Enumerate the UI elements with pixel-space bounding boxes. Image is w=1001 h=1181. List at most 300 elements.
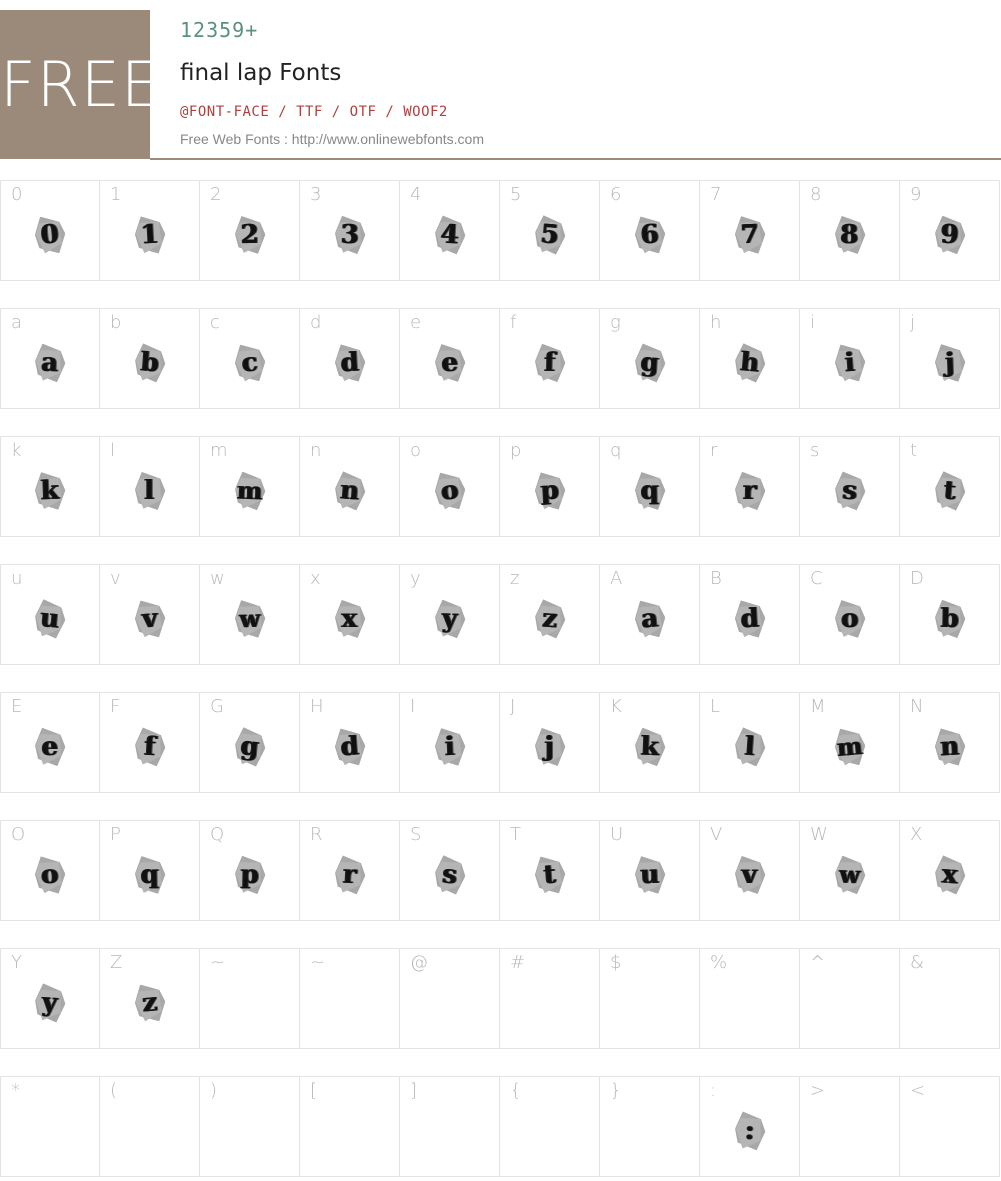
glyph-cell-label: ] — [410, 1080, 418, 1101]
glyph-sample — [329, 213, 370, 258]
glyph-sample — [28, 212, 72, 259]
glyph-cell[interactable] — [200, 180, 300, 281]
glyph-cell[interactable] — [0, 692, 100, 793]
glyph-cell-label: w — [210, 568, 225, 589]
glyph-sample — [929, 597, 970, 642]
glyph-sample — [929, 341, 971, 386]
glyph-sample — [628, 596, 672, 643]
glyph-character: a — [639, 603, 660, 636]
glyph-cell[interactable] — [300, 948, 400, 1049]
glyph-cell-label: a — [11, 312, 23, 333]
glyph-character: j — [544, 732, 555, 763]
glyph-cell[interactable] — [700, 564, 800, 665]
glyph-cell-label: q — [610, 440, 622, 461]
glyph-character: 1 — [139, 219, 160, 251]
glyph-sample — [428, 468, 472, 515]
glyph-cell-label: @ — [410, 952, 428, 973]
glyph-cell-label: K — [610, 696, 622, 717]
glyph-cell[interactable] — [800, 564, 900, 665]
glyph-sample — [28, 596, 72, 643]
glyph-sample — [629, 725, 671, 770]
free-badge[interactable]: FREE — [0, 10, 150, 159]
glyph-row — [0, 180, 1001, 281]
glyph-cell[interactable] — [700, 308, 800, 409]
glyph-sample — [330, 597, 370, 641]
glyph-sample — [730, 853, 770, 897]
glyph-character: r — [341, 860, 358, 891]
glyph-character: 5 — [539, 219, 560, 252]
glyph-cell-label: $ — [610, 952, 622, 973]
glyph-cell-label: 4 — [410, 184, 422, 205]
glyph-character: e — [440, 348, 459, 379]
glyph-character: n — [339, 475, 360, 508]
glyph-sample — [228, 340, 272, 387]
glyph-cell-label: N — [910, 696, 924, 717]
glyph-cell[interactable] — [0, 820, 100, 921]
glyph-sample — [828, 468, 870, 514]
glyph-sample — [428, 852, 472, 899]
glyph-sample — [528, 852, 571, 899]
glyph-cell[interactable] — [300, 180, 400, 281]
glyph-character: 6 — [639, 219, 660, 252]
glyph-cell-label: l — [110, 440, 116, 461]
glyph-sample — [229, 597, 271, 642]
glyph-cell-label: p — [510, 440, 522, 461]
glyph-sample — [229, 469, 271, 514]
glyph-row — [0, 820, 1001, 921]
glyph-cell-label: m — [210, 440, 228, 461]
glyph-character: f — [143, 732, 156, 763]
glyph-cell-label: r — [710, 440, 718, 461]
glyph-sample — [229, 213, 270, 258]
glyph-character: u — [39, 603, 61, 636]
glyph-cell-label: # — [510, 952, 526, 973]
glyph-row — [0, 308, 1001, 409]
glyph-sample — [728, 340, 772, 387]
glyph-cell-label: j — [910, 312, 916, 333]
glyph-cell[interactable] — [400, 308, 500, 409]
glyph-sample — [829, 853, 871, 898]
glyph-character: s — [440, 859, 459, 892]
glyph-character: h — [738, 347, 761, 380]
glyph-sample — [328, 852, 370, 898]
header-divider — [150, 158, 1001, 160]
glyph-cell-label: } — [610, 1080, 622, 1101]
glyph-cell-label: I — [410, 696, 416, 717]
glyph-cell-label: f — [510, 312, 517, 333]
glyph-cell[interactable] — [0, 1076, 100, 1177]
glyph-cell[interactable] — [600, 308, 700, 409]
glyph-cell[interactable] — [500, 308, 600, 409]
glyph-character: q — [640, 476, 659, 507]
glyph-cell-label: 3 — [310, 184, 322, 205]
glyph-character: o — [840, 604, 859, 635]
glyph-cell[interactable] — [700, 948, 800, 1049]
glyph-character: u — [639, 860, 660, 891]
glyph-cell-label: L — [710, 696, 721, 717]
glyph-cell-label: z — [510, 568, 520, 589]
glyph-character: p — [539, 475, 560, 507]
glyph-cell-label: o — [410, 440, 422, 461]
glyph-cell[interactable] — [200, 692, 300, 793]
glyph-character: y — [41, 987, 59, 1019]
glyph-cell-label: t — [910, 440, 918, 461]
glyph-cell-label: ~ — [210, 952, 226, 973]
glyph-cell[interactable] — [0, 948, 100, 1049]
glyph-cell-label: M — [810, 696, 826, 717]
glyph-character: g — [239, 731, 260, 764]
glyph-cell-label: & — [910, 952, 925, 973]
glyph-cell-label: b — [110, 312, 122, 333]
glyph-character: t — [942, 475, 957, 507]
glyph-sample — [729, 469, 770, 514]
glyph-cell-label: A — [610, 568, 623, 589]
glyph-cell[interactable] — [800, 820, 900, 921]
glyph-sample — [128, 980, 172, 1027]
glyph-cell-label: ^ — [810, 952, 826, 973]
glyph-character: q — [140, 860, 159, 891]
glyph-cell-label: 7 — [710, 184, 722, 205]
glyph-sample — [29, 852, 71, 898]
glyph-character: 7 — [739, 220, 760, 251]
glyph-sample — [428, 212, 470, 258]
glyph-cell[interactable] — [100, 692, 200, 793]
glyph-cell[interactable] — [500, 180, 600, 281]
glyph-sample — [828, 724, 872, 771]
glyph-cell[interactable] — [700, 180, 800, 281]
glyph-cell-label: i — [810, 312, 816, 333]
glyph-character: w — [238, 604, 261, 634]
glyph-cell-label: F — [110, 696, 121, 717]
glyph-character: 9 — [939, 220, 960, 251]
glyph-cell-label: % — [710, 952, 728, 973]
glyph-cell[interactable] — [300, 820, 400, 921]
glyph-cell-label: Z — [110, 952, 123, 973]
glyph-cell-label: e — [410, 312, 422, 333]
glyph-sample — [828, 340, 871, 387]
glyph-cell-label: S — [410, 824, 422, 845]
glyph-cell-label: v — [110, 568, 121, 589]
glyph-cell[interactable] — [400, 1076, 500, 1177]
glyph-sample — [328, 468, 371, 515]
glyph-cell-label: 0 — [11, 184, 23, 205]
glyph-cell-label: U — [610, 824, 624, 845]
glyph-cell-label: u — [11, 568, 23, 589]
glyph-cell[interactable] — [200, 948, 300, 1049]
glyph-character: k — [40, 476, 60, 507]
glyph-cell-label: k — [11, 440, 22, 461]
glyph-character: : — [743, 1116, 756, 1147]
glyph-row — [0, 1076, 1001, 1177]
glyph-cell[interactable] — [400, 436, 500, 537]
glyph-sample — [30, 725, 71, 770]
glyph-cell[interactable] — [900, 180, 1000, 281]
glyph-character: 4 — [439, 219, 460, 251]
glyph-sample — [429, 341, 470, 386]
glyph-cell-label: d — [310, 312, 322, 333]
glyph-cell-label: 8 — [810, 184, 822, 205]
glyph-character: d — [339, 347, 360, 379]
glyph-cell[interactable] — [100, 1076, 200, 1177]
glyph-character: d — [739, 603, 760, 635]
glyph-cell[interactable] — [800, 308, 900, 409]
glyph-cell[interactable] — [800, 948, 900, 1049]
glyph-character: r — [742, 476, 757, 507]
glyph-character: 2 — [240, 220, 259, 251]
glyph-character: l — [144, 476, 155, 507]
glyph-cell[interactable] — [800, 436, 900, 537]
glyph-sample — [228, 724, 272, 771]
glyph-cell-label: n — [310, 440, 322, 461]
glyph-cell-label: x — [310, 568, 321, 589]
glyph-sample — [728, 724, 771, 771]
glyph-character: l — [743, 732, 756, 763]
glyph-cell[interactable] — [100, 564, 200, 665]
glyph-cell-label: c — [210, 312, 220, 333]
glyph-character: t — [542, 860, 557, 891]
download-counter: 12359+ — [180, 18, 259, 42]
glyph-cell[interactable] — [800, 692, 900, 793]
glyph-cell[interactable] — [900, 1076, 1000, 1177]
glyph-sample — [129, 853, 170, 898]
glyph-character: g — [639, 347, 660, 379]
glyph-sample — [628, 340, 670, 386]
glyph-sample — [729, 213, 771, 258]
glyph-sample — [529, 341, 570, 386]
glyph-cell[interactable] — [500, 948, 600, 1049]
glyph-sample — [929, 213, 971, 258]
glyph-cell-label: : — [710, 1080, 717, 1101]
glyph-character: z — [541, 603, 558, 635]
glyph-cell[interactable] — [200, 436, 300, 537]
glyph-character: e — [41, 732, 59, 763]
glyph-cell[interactable] — [200, 308, 300, 409]
glyph-cell[interactable] — [0, 308, 100, 409]
glyph-cell-label: X — [910, 824, 923, 845]
glyph-cell[interactable] — [300, 308, 400, 409]
glyph-sample — [530, 725, 570, 769]
glyph-cell[interactable] — [500, 564, 600, 665]
glyph-cell[interactable] — [200, 820, 300, 921]
glyph-cell[interactable] — [700, 820, 800, 921]
glyph-cell[interactable] — [800, 1076, 900, 1177]
glyph-character: z — [140, 987, 159, 1020]
glyph-character: x — [341, 604, 358, 635]
glyph-row — [0, 436, 1001, 537]
glyph-character: i — [843, 348, 856, 379]
site-credit[interactable]: Free Web Fonts : http://www.onlinewebfonts.com — [180, 131, 484, 147]
glyph-row — [0, 948, 1001, 1049]
glyph-cell[interactable] — [900, 692, 1000, 793]
glyph-cell[interactable] — [400, 820, 500, 921]
glyph-cell[interactable] — [400, 564, 500, 665]
glyph-cell[interactable] — [0, 180, 100, 281]
glyph-cell-label: T — [510, 824, 521, 845]
glyph-cell[interactable] — [0, 564, 100, 665]
glyph-character: o — [439, 475, 460, 508]
glyph-cell-label: O — [11, 824, 26, 845]
glyph-sample — [928, 468, 972, 515]
glyph-character: b — [139, 347, 160, 380]
glyph-sample — [629, 469, 670, 514]
glyph-row — [0, 564, 1001, 665]
glyph-cell[interactable] — [300, 436, 400, 537]
glyph-row — [0, 692, 1001, 793]
glyph-cell-label: 2 — [210, 184, 222, 205]
glyph-sample — [829, 597, 870, 642]
glyph-sample — [728, 596, 770, 642]
glyph-character: o — [40, 860, 60, 891]
glyph-cell-label: V — [710, 824, 723, 845]
glyph-cell[interactable] — [900, 820, 1000, 921]
glyph-sample — [128, 212, 170, 258]
glyph-sample — [29, 980, 72, 1027]
glyph-cell[interactable] — [300, 564, 400, 665]
glyph-cell-label: J — [510, 696, 516, 717]
glyph-cell[interactable] — [600, 948, 700, 1049]
glyph-character: f — [543, 348, 556, 379]
glyph-sample — [528, 212, 572, 259]
page-header — [0, 0, 1001, 160]
glyph-cell[interactable] — [800, 180, 900, 281]
glyph-cell-label: Q — [210, 824, 225, 845]
glyph-cell[interactable] — [600, 820, 700, 921]
glyph-sample — [128, 596, 171, 643]
glyph-cell[interactable] — [900, 564, 1000, 665]
glyph-cell[interactable] — [600, 180, 700, 281]
glyph-cell[interactable] — [400, 948, 500, 1049]
glyph-cell-label: 1 — [110, 184, 122, 205]
glyph-cell[interactable] — [100, 308, 200, 409]
glyph-cell[interactable] — [700, 1076, 800, 1177]
glyph-cell[interactable] — [400, 692, 500, 793]
glyph-cell[interactable] — [100, 948, 200, 1049]
glyph-sample — [830, 213, 870, 257]
glyph-cell-label: P — [110, 824, 121, 845]
glyph-cell[interactable] — [100, 180, 200, 281]
glyph-cell-label: B — [710, 568, 722, 589]
glyph-cell[interactable] — [500, 1076, 600, 1177]
glyph-cell-label: H — [310, 696, 324, 717]
glyph-character: k — [639, 732, 660, 763]
glyph-cell[interactable] — [300, 1076, 400, 1177]
glyph-cell-label: G — [210, 696, 224, 717]
glyph-cell[interactable] — [500, 692, 600, 793]
glyph-cell[interactable] — [700, 692, 800, 793]
glyph-character: i — [444, 732, 455, 763]
glyph-cell-label: Y — [11, 952, 22, 973]
font-title[interactable]: final lap Fonts — [180, 60, 342, 86]
glyph-cell-label: [ — [310, 1080, 318, 1101]
glyph-cell-label: C — [810, 568, 823, 589]
glyph-sample — [528, 468, 570, 514]
glyph-cell-label: > — [810, 1080, 826, 1101]
glyph-character: p — [240, 860, 259, 891]
glyph-cell-label: 5 — [510, 184, 522, 205]
glyph-cell[interactable] — [100, 436, 200, 537]
glyph-character: 0 — [39, 219, 61, 252]
glyph-cell-label: * — [11, 1080, 20, 1101]
glyph-character: s — [841, 476, 858, 507]
glyph-sample — [629, 853, 671, 898]
glyph-cell[interactable] — [100, 820, 200, 921]
glyph-cell-label: W — [810, 824, 828, 845]
glyph-character: 8 — [840, 220, 859, 251]
glyph-cell-label: E — [11, 696, 23, 717]
glyph-cell[interactable] — [200, 564, 300, 665]
glyph-cell-label: R — [310, 824, 323, 845]
glyph-cell[interactable] — [600, 692, 700, 793]
glyph-cell[interactable] — [600, 436, 700, 537]
glyph-sample — [528, 596, 571, 643]
glyph-sample — [128, 724, 170, 770]
glyph-cell[interactable] — [700, 436, 800, 537]
glyph-cell[interactable] — [500, 820, 600, 921]
glyph-character: m — [236, 476, 263, 506]
format-list[interactable]: @FONT-FACE / TTF / OTF / WOOF2 — [180, 104, 448, 120]
glyph-sample — [328, 724, 371, 771]
glyph-sample — [29, 469, 71, 514]
glyph-character: c — [240, 347, 259, 380]
glyph-character: a — [41, 348, 59, 379]
glyph-cell[interactable] — [400, 180, 500, 281]
glyph-character: w — [838, 860, 861, 890]
glyph-character: 3 — [340, 220, 359, 251]
glyph-cell-label: h — [710, 312, 722, 333]
glyph-cell-label: s — [810, 440, 820, 461]
glyph-character: x — [940, 859, 959, 891]
glyph-cell[interactable] — [500, 436, 600, 537]
glyph-cell[interactable] — [900, 436, 1000, 537]
glyph-cell[interactable] — [0, 436, 100, 537]
glyph-sample — [130, 469, 170, 513]
glyph-cell-label: { — [510, 1080, 522, 1101]
glyph-character: n — [939, 731, 960, 763]
glyph-character: y — [441, 604, 458, 635]
glyph-cell-label: 9 — [910, 184, 922, 205]
glyph-cell[interactable] — [600, 1076, 700, 1177]
glyph-sample — [128, 340, 171, 387]
glyph-character: j — [944, 348, 955, 379]
glyph-sample — [928, 852, 971, 899]
glyph-cell-label: 6 — [610, 184, 622, 205]
glyph-character: v — [741, 860, 758, 891]
glyph-sample — [429, 725, 471, 770]
glyph-sample — [29, 341, 71, 386]
glyph-cell-label: ~ — [310, 952, 326, 973]
glyph-sample — [328, 340, 370, 386]
glyph-cell-label: ) — [210, 1080, 218, 1101]
glyph-cell[interactable] — [900, 308, 1000, 409]
glyph-character: m — [835, 731, 864, 763]
glyph-sample — [429, 597, 471, 642]
glyph-sample — [728, 1108, 770, 1154]
glyph-cell-label: y — [410, 568, 421, 589]
glyph-character: v — [140, 603, 159, 635]
glyph-cell[interactable] — [900, 948, 1000, 1049]
glyph-cell[interactable] — [600, 564, 700, 665]
glyph-sample — [928, 724, 970, 770]
glyph-cell[interactable] — [300, 692, 400, 793]
glyph-cell-label: D — [910, 568, 924, 589]
glyph-character: b — [940, 604, 959, 635]
glyph-cell-label: g — [610, 312, 621, 333]
glyph-cell-label: ( — [110, 1080, 118, 1101]
glyph-cell-label: < — [910, 1080, 926, 1101]
glyph-sample — [229, 853, 270, 898]
glyph-cell[interactable] — [200, 1076, 300, 1177]
glyph-character: d — [339, 731, 360, 764]
